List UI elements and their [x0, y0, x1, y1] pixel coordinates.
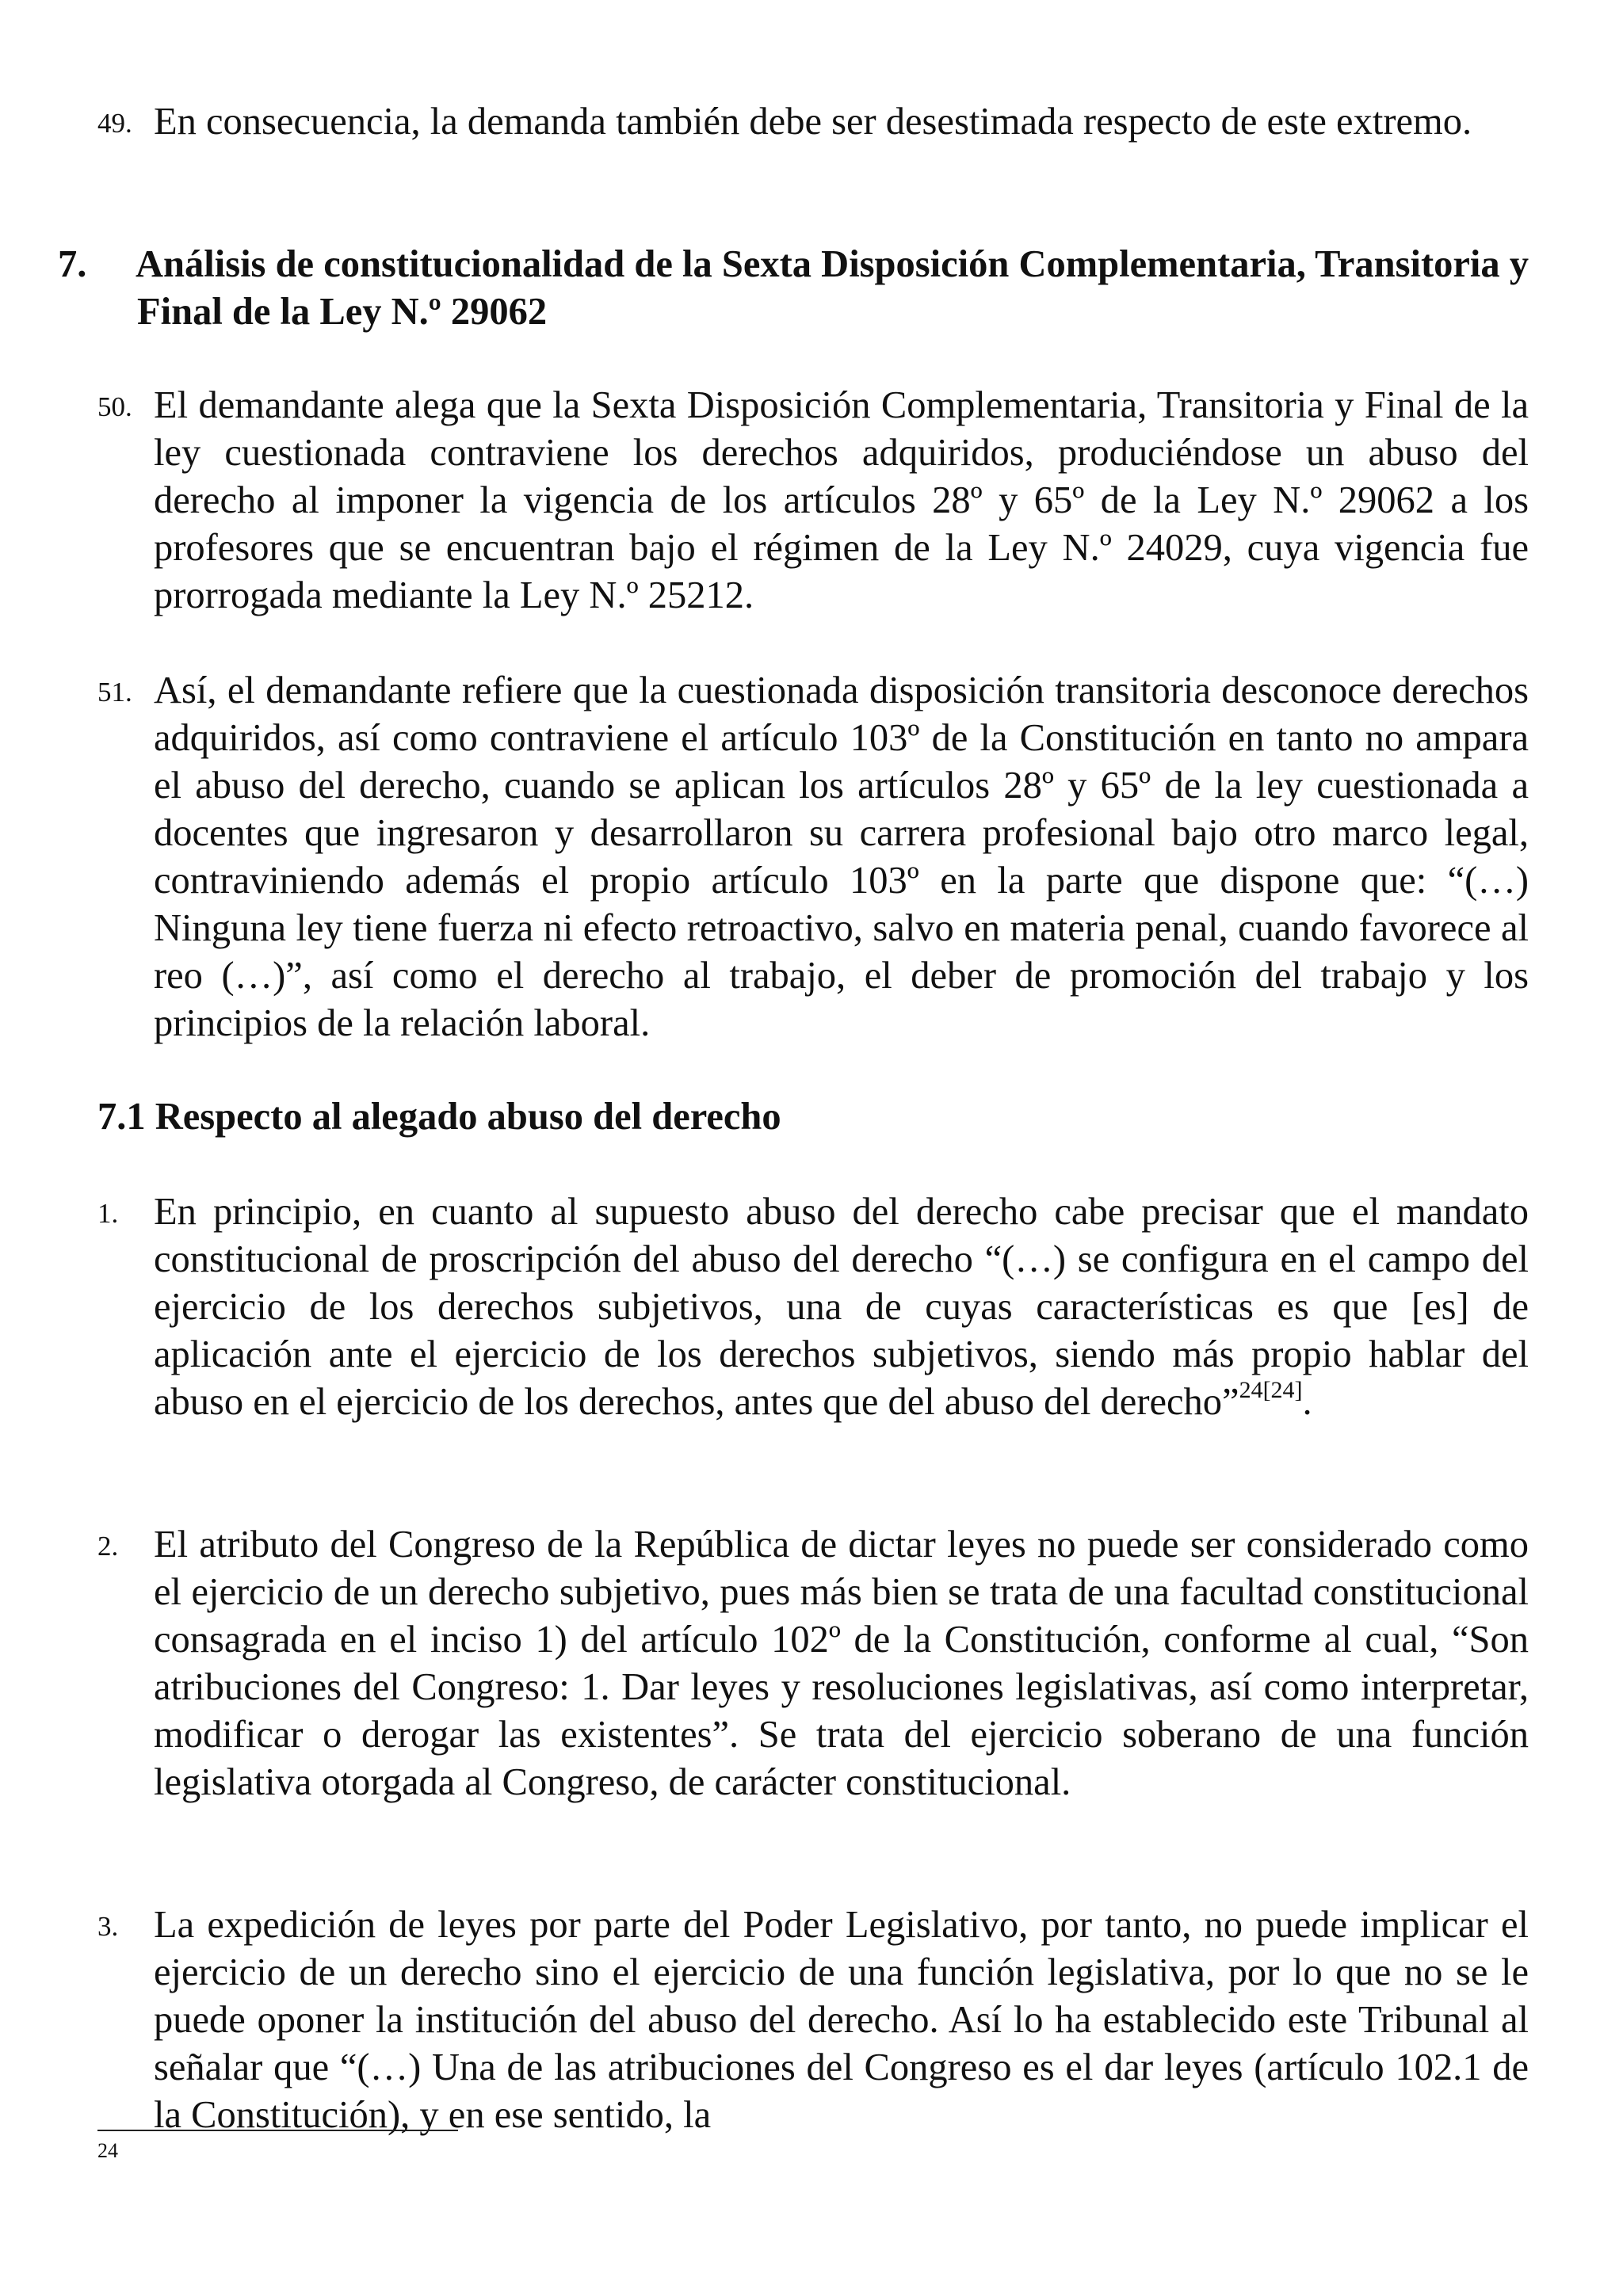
paragraph-text: [154, 1188, 1529, 1426]
paragraph-50: [97, 382, 1529, 620]
paragraph-3: [97, 1901, 1529, 2139]
section-heading-7: [58, 241, 1529, 336]
section-heading-7-wrapper: [58, 241, 1529, 336]
footnote-marker: 24: [97, 2139, 118, 2162]
footnote-reference[interactable]: 24[24]: [1239, 1376, 1303, 1403]
paragraph-51: [97, 667, 1529, 1047]
paragraph-49: [97, 98, 1529, 146]
paragraph-2: [97, 1521, 1529, 1806]
paragraph-text: En consecuencia, la demanda también debe ser desestimada respecto de este extremo.: [154, 101, 1472, 143]
footnote-separator: [97, 2130, 458, 2131]
paragraph-text: La expedición de leyes por parte del Poder Legislativo, por tanto, no puede implicar el ejercicio de un derecho sino el ejercicio de una función legislativa, por lo que no se le puede oponer la institución del abuso del derecho. Así lo ha establecido este Tribunal al señalar que “(…) Una de las atribuciones del Congreso es el dar leyes (artículo 102.1 de la Constitución), y en ese sentido, la: [154, 1904, 1529, 2136]
paragraph-text: El atributo del Congreso de la República de dictar leyes no puede ser considerado como el ejercicio de un derecho subjetivo, pues más bien se trata de una facultad constitucional consagrada en el inciso 1) del artículo 102º de la Constitución, conforme al cual, “Son atribuciones del Congreso: 1. Dar leyes y resoluciones legislativas, así como interpretar, modificar o derogar las existentes”. Se trata del ejercicio soberano de una función legislativa otorgada al Congreso, de carácter constitucional.: [154, 1524, 1529, 1803]
paragraph-number: 1.: [97, 1198, 119, 1229]
paragraph-number: 51.: [97, 677, 132, 707]
paragraph-number: 2.: [97, 1531, 119, 1562]
section-number: 7.: [58, 243, 87, 285]
paragraph-number: 50.: [97, 391, 132, 422]
paragraph-text-main: En principio, en cuanto al supuesto abuso del derecho cabe precisar que el mandato constitucional de proscripción del abuso del derecho “(…) se configura en el campo del ejercicio de los derechos subjetivos, una de cuyas características es que [es] de aplicación ante el ejercicio de los derechos subjetivos, siendo más propio hablar del abuso en el ejercicio de los derechos, antes que del abuso del derecho”: [154, 1191, 1529, 1423]
paragraph-number: 49.: [97, 108, 132, 139]
section-heading-7-1: 7.1 Respecto al alegado abuso del derecho: [97, 1096, 781, 1138]
paragraph-number: 3.: [97, 1911, 119, 1942]
paragraph-1: [97, 1188, 1529, 1426]
paragraph-text-tail: .: [1302, 1381, 1312, 1423]
paragraph-text: Así, el demandante refiere que la cuestionada disposición transitoria desconoce derechos adquiridos, así como contraviene el artículo 103º de la Constitución en tanto no ampara el abuso del derecho, cuando se aplican los artículos 28º y 65º de la ley cuestionada a docentes que ingresaron y desarrollaron su carrera profesional bajo otro marco legal, contraviniendo además el propio artículo 103º en la parte que dispone que: “(…) Ninguna ley tiene fuerza ni efecto retroactivo, salvo en materia penal, cuando favorece al reo (…)”, así como el derecho al trabajo, el deber de promoción del trabajo y los principios de la relación laboral.: [154, 669, 1529, 1044]
section-title: Análisis de constitucionalidad de la Sexta Disposición Complementaria, Transitoria y Final de la Ley N.º 29062: [136, 243, 1529, 333]
paragraph-text: El demandante alega que la Sexta Disposición Complementaria, Transitoria y Final de la ley cuestionada contraviene los derechos adquiridos, produciéndose un abuso del derecho al imponer la vigencia de los artículos 28º y 65º de la Ley N.º 29062 a los profesores que se encuentran bajo el régimen de la Ley N.º 24029, cuya vigencia fue prorrogada mediante la Ley N.º 25212.: [154, 384, 1529, 616]
